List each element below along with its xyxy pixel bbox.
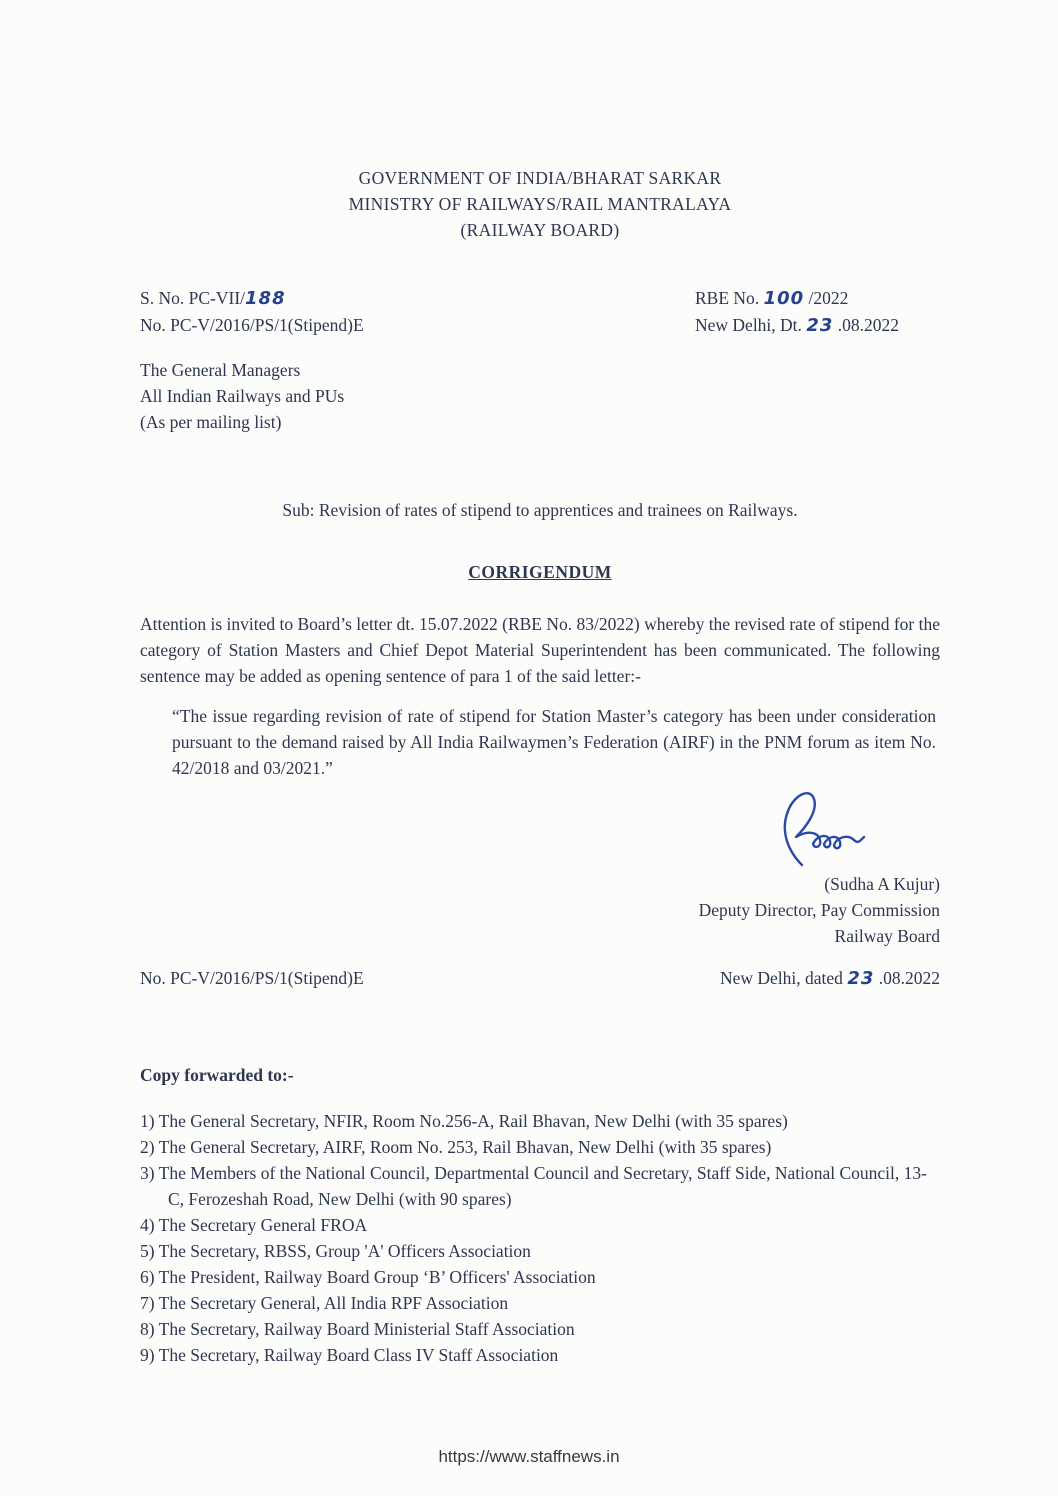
copy-list-item: 1) The General Secretary, NFIR, Room No.256-A, Rail Bhavan, New Delhi (with 35 spares) [140,1111,788,1131]
rbe-number-line [695,285,940,312]
rbe-number-handwritten: 100 [763,288,805,309]
letterhead-line-3: (RAILWAY BOARD) [460,220,620,240]
copy-list-item: 2) The General Secretary, AIRF, Room No. 253, Rail Bhavan, New Delhi (with 35 spares) [140,1137,772,1157]
copy-forwarded-heading: Copy forwarded to:- [140,1065,294,1085]
date-prefix: New Delhi, Dt. [695,315,807,335]
rbe-suffix: /2022 [804,288,849,308]
body-paragraph: Attention is invited to Board’s letter dt. 15.07.2022 (RBE No. 83/2022) whereby the revised rate of stipend for the category of Station Masters and Chief Depot Material Superintendent has been communicated. The following sentence may be added as opening sentence of para 1 of the said letter:- [140,614,940,686]
corrigendum-heading: CORRIGENDUM [468,562,612,582]
reference-left [140,285,364,339]
date-suffix: .08.2022 [833,315,899,335]
letterhead-line-1: GOVERNMENT OF INDIA/BHARAT SARKAR [358,168,722,188]
signature-block [140,871,940,949]
copy-list-item: 9) The Secretary, Railway Board Class IV Staff Association [140,1345,559,1365]
footer-date-line [720,965,940,992]
copy-list-item: 3) The Members of the National Council, Departmental Council and Secretary, Staff Side, National Council, 13-C, Ferozeshah Road, New Delhi (with 90 spares) [140,1163,927,1209]
serial-number-handwritten: 188 [245,288,286,309]
copy-list-item: 8) The Secretary, Railway Board Ministerial Staff Association [140,1319,575,1339]
copy-list-item: 7) The Secretary General, All India RPF Association [140,1293,509,1313]
footer-date-prefix: New Delhi, dated [719,968,848,988]
date-handwritten: 23 [806,315,834,336]
rbe-prefix: RBE No. [695,288,764,308]
copy-forwarded-list [140,1108,940,1368]
serial-number-prefix: S. No. PC-VII/ [140,288,246,308]
signature-area [140,783,940,871]
footer-reference-row [140,965,940,992]
file-number-line: No. PC-V/2016/PS/1(Stipend)E [140,315,364,335]
serial-number-line [140,285,364,312]
addressee-block [140,357,940,435]
copy-list-item: 5) The Secretary, RBSS, Group 'A' Officers Association [140,1241,531,1261]
footer-date-handwritten: 23 [847,968,875,989]
addressee-line-2: All Indian Railways and PUs [140,386,345,406]
reference-right [695,285,940,339]
subject-line: Sub: Revision of rates of stipend to apprentices and trainees on Railways. [282,500,798,520]
signatory-name: (Sudha A Kujur) [824,874,940,894]
date-line [695,312,940,339]
letterhead [140,165,940,243]
addressee-line-3: (As per mailing list) [140,412,282,432]
reference-block [140,285,940,339]
handwritten-signature-icon [768,783,888,871]
quoted-paragraph: “The issue regarding revision of rate of stipend for Station Master’s category has been under consideration pursuant to the demand raised by All India Railwaymen’s Federation (AIRF) in the PNM forum as item No. 42/2018 and 03/2021.” [172,706,936,778]
signatory-title: Deputy Director, Pay Commission [698,900,940,920]
signatory-org: Railway Board [834,926,940,946]
footer-file-number: No. PC-V/2016/PS/1(Stipend)E [140,968,364,988]
copy-list-item: 6) The President, Railway Board Group ‘B’ Officers' Association [140,1267,596,1287]
addressee-line-1: The General Managers [140,360,301,380]
watermark-url: https://www.staffnews.in [438,1447,620,1466]
letterhead-line-2: MINISTRY OF RAILWAYS/RAIL MANTRALAYA [348,194,732,214]
footer-date-suffix: .08.2022 [874,968,940,988]
copy-list-item: 4) The Secretary General FROA [140,1215,368,1235]
